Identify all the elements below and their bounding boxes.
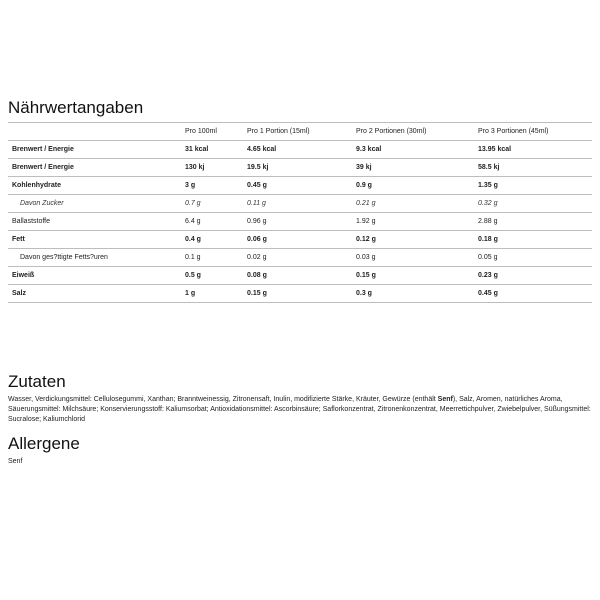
nutrient-value: 0.03 g — [352, 249, 474, 267]
nutrient-value: 0.5 g — [181, 267, 243, 285]
nutrient-label: Ballaststoffe — [8, 213, 181, 231]
nutrient-label: Brenwert / Energie — [8, 141, 181, 159]
nutrient-value: 0.05 g — [474, 249, 592, 267]
nutrient-value: 19.5 kj — [243, 159, 352, 177]
nutrition-body — [8, 141, 592, 303]
nutrient-label: Fett — [8, 231, 181, 249]
nutrition-row — [8, 195, 592, 213]
nutrient-value: 9.3 kcal — [352, 141, 474, 159]
nutrient-value: 0.1 g — [181, 249, 243, 267]
header-cell-empty — [8, 123, 181, 141]
nutrient-label: Salz — [8, 285, 181, 303]
nutrient-label: Davon Zucker — [8, 195, 181, 213]
nutrient-value: 0.02 g — [243, 249, 352, 267]
nutrient-value: 0.18 g — [474, 231, 592, 249]
nutrient-value: 0.45 g — [243, 177, 352, 195]
nutrition-title: Nährwertangaben — [8, 98, 144, 117]
nutrient-value: 31 kcal — [181, 141, 243, 159]
nutrient-value: 0.12 g — [352, 231, 474, 249]
nutrient-value: 0.45 g — [474, 285, 592, 303]
nutrient-value: 130 kj — [181, 159, 243, 177]
header-cell-per-3-portions: Pro 3 Portionen (45ml) — [474, 123, 592, 141]
nutrient-label: Davon ges?ttigte Fetts?uren — [8, 249, 181, 267]
nutrient-value: 13.95 kcal — [474, 141, 592, 159]
nutrient-value: 39 kj — [352, 159, 474, 177]
allergens-text: Senf — [8, 458, 23, 465]
nutrient-value: 2.88 g — [474, 213, 592, 231]
allergens-title: Allergene — [8, 434, 80, 453]
nutrient-value: 0.96 g — [243, 213, 352, 231]
nutrient-label: Eiweiß — [8, 267, 181, 285]
nutrient-value: 0.32 g — [474, 195, 592, 213]
nutrient-value: 0.7 g — [181, 195, 243, 213]
nutrition-row — [8, 249, 592, 267]
header-cell-per-2-portions: Pro 2 Portionen (30ml) — [352, 123, 474, 141]
nutrition-header-row — [8, 123, 592, 141]
ingredients-text-after: ), Salz, Aromen, natürliches Aroma, Säuerungsmittel: Milchsäure; Konservierungsstoff: Kaliumsorbat; Antioxidationsmittel: Ascorbinsäure; Saflorkonzentrat, Zitronenkonzentrat, Meerrettichpulver, Zwiebelpulver, Süßungsmittel: Sucralose; Kaliumchlorid — [8, 396, 591, 423]
nutrient-value: 0.23 g — [474, 267, 592, 285]
nutrition-row — [8, 213, 592, 231]
nutrient-value: 0.15 g — [243, 285, 352, 303]
nutrient-value: 0.08 g — [243, 267, 352, 285]
ingredients-text-before: Wasser, Verdickungsmittel: Cellulosegummi, Xanthan; Branntweinessig, Zitronensaft, Inulin, modifizierte Stärke, Kräuter, Gewürze (enthält — [8, 396, 438, 403]
nutrition-row — [8, 267, 592, 285]
ingredients-text — [8, 395, 592, 425]
nutrition-row — [8, 159, 592, 177]
nutrient-value: 4.65 kcal — [243, 141, 352, 159]
nutrient-value: 3 g — [181, 177, 243, 195]
nutrient-value: 1.92 g — [352, 213, 474, 231]
nutrient-label: Brenwert / Energie — [8, 159, 181, 177]
nutrition-row — [8, 177, 592, 195]
nutrient-value: 0.15 g — [352, 267, 474, 285]
nutrient-value: 0.11 g — [243, 195, 352, 213]
ingredients-allergen-highlight: Senf — [437, 396, 453, 403]
ingredients-title: Zutaten — [8, 372, 66, 391]
nutrient-label: Kohlenhydrate — [8, 177, 181, 195]
nutrient-value: 0.3 g — [352, 285, 474, 303]
nutrition-row — [8, 285, 592, 303]
nutrient-value: 0.4 g — [181, 231, 243, 249]
nutrition-table — [8, 122, 592, 303]
nutrient-value: 58.5 kj — [474, 159, 592, 177]
header-cell-per-100ml: Pro 100ml — [181, 123, 243, 141]
nutrition-row — [8, 231, 592, 249]
nutrient-value: 6.4 g — [181, 213, 243, 231]
nutrient-value: 0.9 g — [352, 177, 474, 195]
nutrient-value: 0.21 g — [352, 195, 474, 213]
nutrition-row — [8, 141, 592, 159]
header-cell-per-1-portion: Pro 1 Portion (15ml) — [243, 123, 352, 141]
nutrient-value: 0.06 g — [243, 231, 352, 249]
nutrient-value: 1.35 g — [474, 177, 592, 195]
nutrient-value: 1 g — [181, 285, 243, 303]
